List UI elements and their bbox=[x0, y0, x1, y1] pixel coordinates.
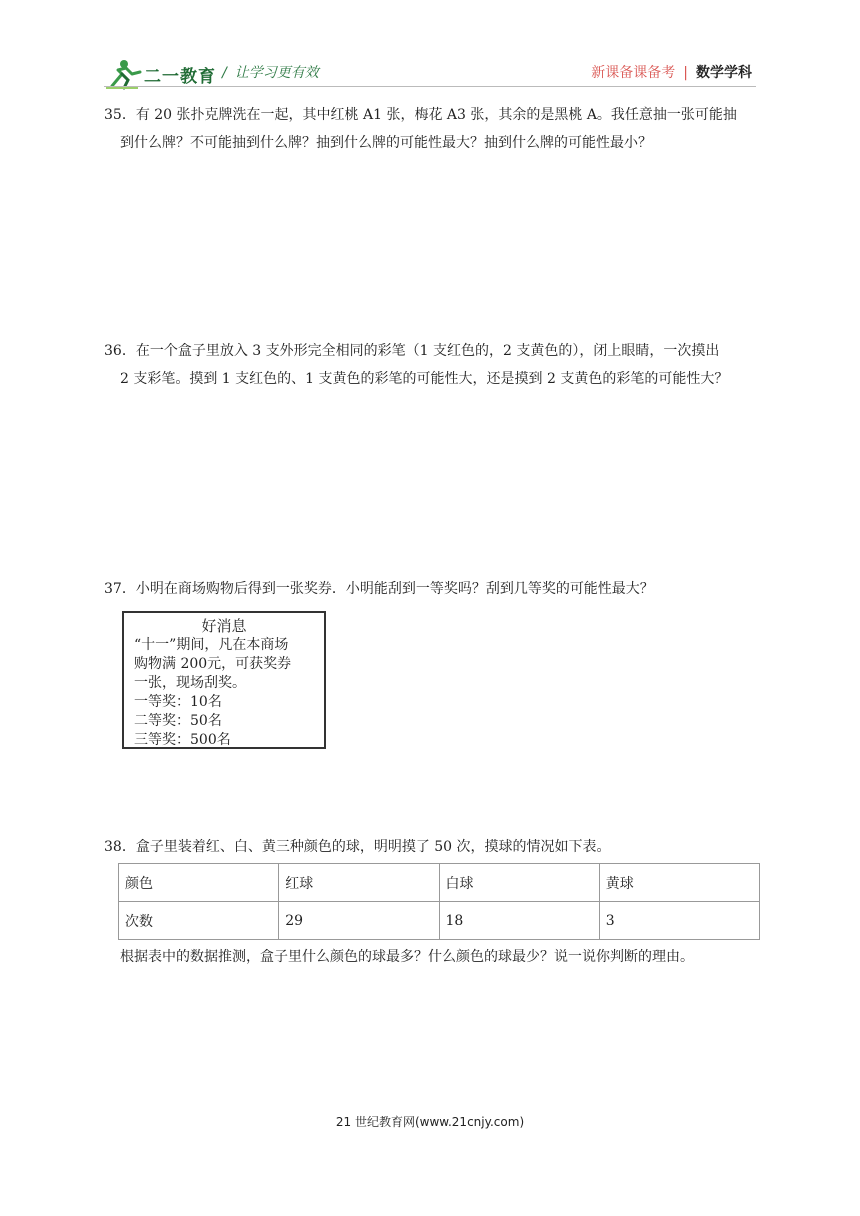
table-cell: 黄球 bbox=[599, 864, 759, 902]
table-cell: 18 bbox=[439, 902, 599, 940]
question-36 bbox=[104, 337, 760, 393]
question-line: 37．小明在商场购物后得到一张奖券．小明能刮到一等奖吗？刮到几等奖的可能性最大？ bbox=[104, 581, 654, 597]
slogan: / 让学习更有效 bbox=[222, 65, 319, 81]
slogan-text: 让学习更有效 bbox=[234, 65, 319, 81]
question-line: 38．盒子里装着红、白、黄三种颜色的球，明明摸了 50 次，摸球的情况如下表。 bbox=[104, 839, 611, 855]
table-cell: 3 bbox=[599, 902, 759, 940]
course-label: 新课备课备考 bbox=[591, 65, 676, 81]
logo-text: 二一教育 bbox=[144, 67, 216, 87]
question-35 bbox=[104, 101, 760, 157]
notice-line: 一张，现场刮奖。 bbox=[134, 675, 246, 691]
question-line: 35．有 20 张扑克牌洗在一起，其中红桃 A1 张，梅花 A3 张，其余的是黑桃 A。我任意抽一张可能抽 bbox=[104, 107, 737, 123]
ball-count-table bbox=[118, 863, 760, 940]
page-header bbox=[0, 0, 860, 92]
question-line: 36．在一个盒子里放入 3 支外形完全相同的彩笔（1 支红色的，2 支黄色的），闭上眼睛，一次摸出 bbox=[104, 343, 720, 359]
notice-line: “十一”期间，凡在本商场 bbox=[134, 637, 289, 653]
question-line: 根据表中的数据推测，盒子里什么颜色的球最多？什么颜色的球最少？说一说你判断的理由。 bbox=[120, 949, 694, 965]
subject-name: 数学学科 bbox=[696, 65, 752, 81]
question-37 bbox=[104, 575, 760, 603]
question-line: 2 支彩笔。摸到 1 支红色的、1 支黄色的彩笔的可能性大，还是摸到 2 支黄色的彩笔的可能性大？ bbox=[120, 371, 729, 387]
notice-line: 三等奖：500名 bbox=[134, 732, 231, 748]
question-line: 到什么牌？不可能抽到什么牌？抽到什么牌的可能性最大？抽到什么牌的可能性最小？ bbox=[120, 135, 652, 151]
notice-line: 二等奖：50名 bbox=[134, 713, 222, 729]
table-cell: 白球 bbox=[439, 864, 599, 902]
header-separator: | bbox=[683, 65, 688, 81]
notice-line: 一等奖：10名 bbox=[134, 694, 222, 710]
header-divider bbox=[104, 86, 756, 87]
table-row bbox=[119, 864, 760, 902]
table-cell: 颜色 bbox=[119, 864, 279, 902]
table-cell: 29 bbox=[279, 902, 439, 940]
page-footer: 21 世纪教育网(www.21cnjy.com) bbox=[335, 1115, 525, 1129]
table-row bbox=[119, 902, 760, 940]
question-38-followup bbox=[120, 943, 760, 971]
question-38 bbox=[104, 833, 760, 861]
table-cell: 红球 bbox=[279, 864, 439, 902]
notice-title: 好消息 bbox=[201, 617, 247, 635]
subject-label bbox=[591, 62, 752, 82]
prize-notice-box bbox=[122, 611, 326, 749]
notice-line: 购物满 200元，可获奖券 bbox=[134, 656, 292, 672]
table-cell: 次数 bbox=[119, 902, 279, 940]
